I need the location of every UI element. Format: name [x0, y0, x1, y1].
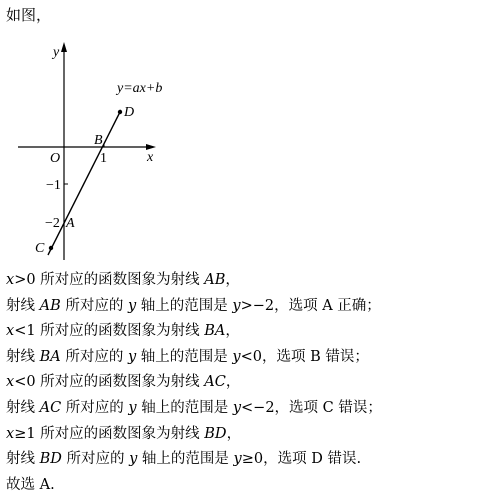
solution-line-3: x<1 所对应的函数图象为射线 BA，	[6, 323, 240, 340]
function-graph	[0, 30, 180, 262]
intro-text: 如图，	[6, 6, 52, 24]
y-axis-label: y	[53, 45, 60, 60]
x-axis-label: x	[147, 150, 154, 165]
point-c-label: C	[35, 241, 45, 256]
solution-line-1: x>0 所对应的函数图象为射线 AB，	[6, 272, 240, 288]
y-tick-minus-2-label: −2	[45, 216, 60, 231]
point-a-label: A	[66, 216, 75, 231]
solution-line-6: 射线 AC 所对应的 y 轴上的范围是 y<−2，选项 C 错误；	[6, 399, 382, 416]
conclusion-line: 故选 A.	[6, 476, 55, 493]
point-d-label: D	[124, 105, 135, 120]
solution-text	[6, 268, 382, 498]
origin-label: O	[50, 151, 61, 166]
point-d	[118, 110, 122, 114]
x-tick-1-label: 1	[100, 151, 107, 166]
y-tick-minus-1-label: −1	[46, 178, 61, 193]
solution-line-5: x<0 所对应的函数图象为射线 AC，	[6, 374, 241, 391]
point-b-label: B	[94, 133, 103, 148]
point-c	[49, 246, 53, 250]
equation-label: y=ax+b	[117, 81, 163, 96]
solution-line-4: 射线 BA 所对应的 y 轴上的范围是 y<0，选项 B 错误；	[6, 348, 369, 365]
solution-line-7: x≥1 所对应的函数图象为射线 BD，	[6, 425, 242, 442]
y-axis-arrow-icon	[61, 42, 67, 52]
solution-line-8: 射线 BD 所对应的 y 轴上的范围是 y≥0，选项 D 错误.	[6, 451, 362, 468]
solution-line-2: 射线 AB 所对应的 y 轴上的范围是 y>−2，选项 A 正确；	[6, 297, 381, 314]
